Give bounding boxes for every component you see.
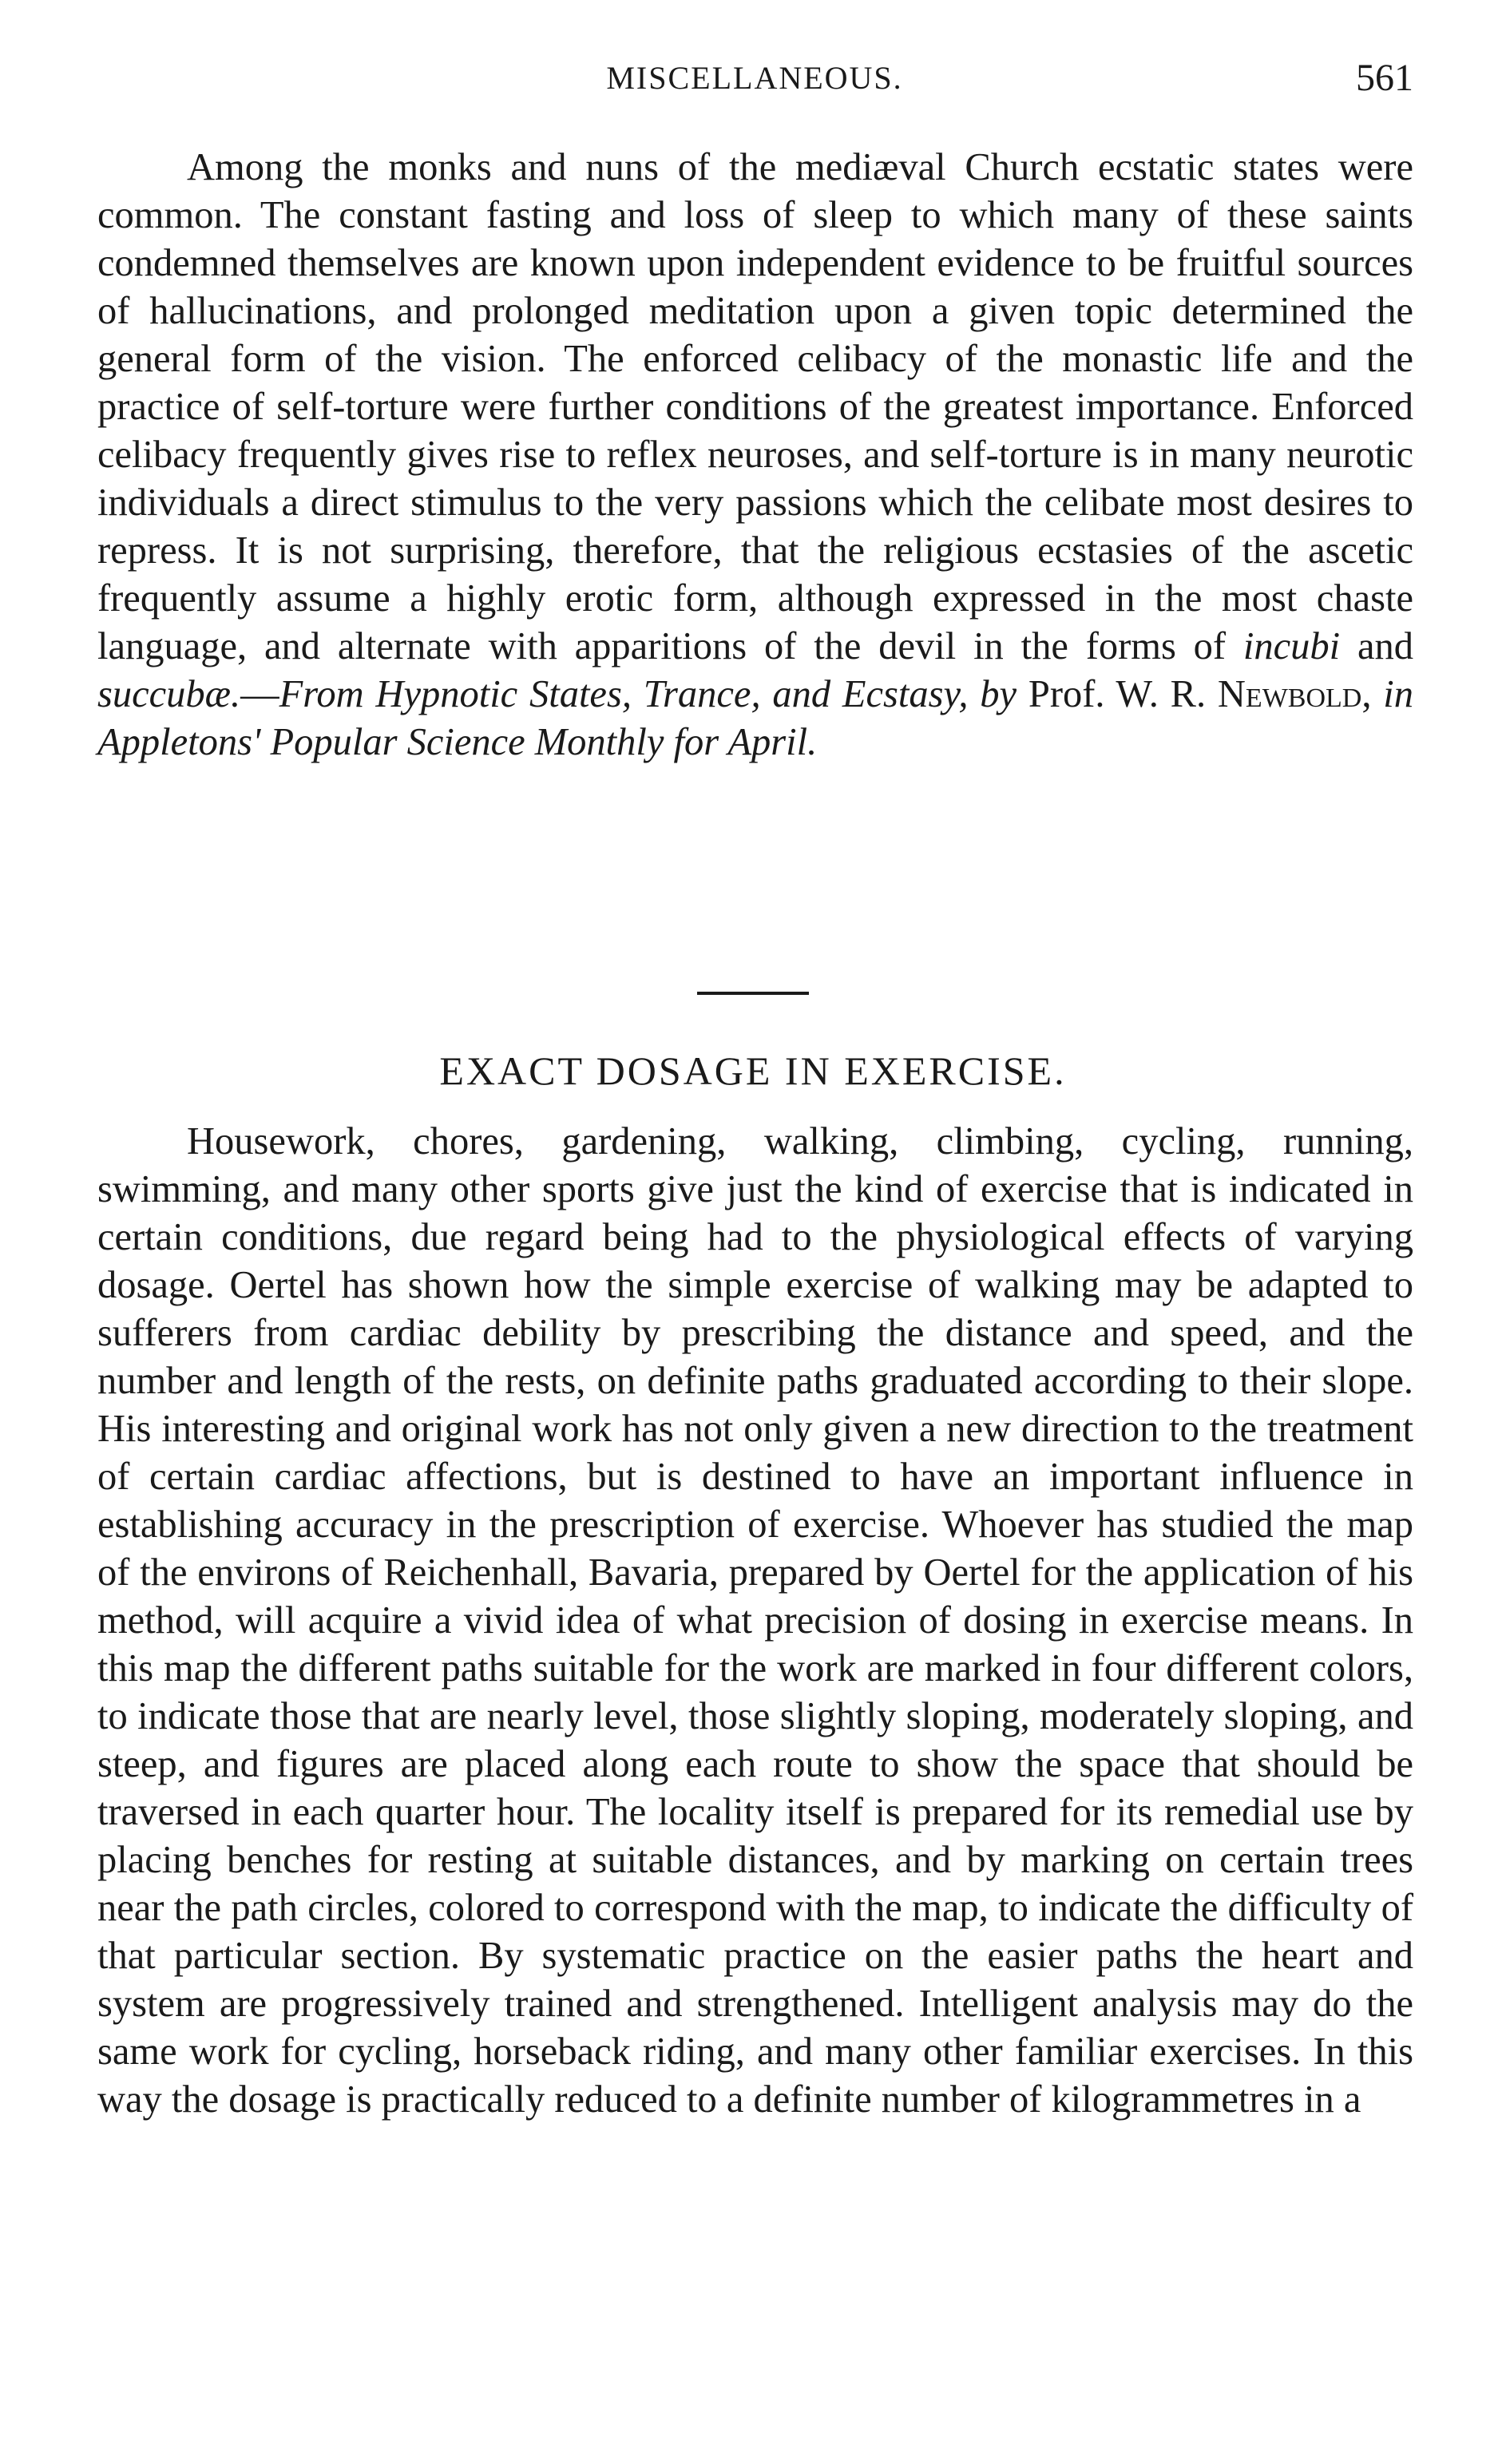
citation-author-surname: Newbold xyxy=(1217,673,1362,715)
section-divider xyxy=(697,992,809,995)
running-head xyxy=(96,56,1413,104)
citation-source: in Appletons' Popular Science Monthly for April. xyxy=(97,673,1413,763)
citation-title: From Hypnotic States, Trance, and Ecstasy, by xyxy=(279,673,1017,715)
paragraph-body: Among the monks and nuns of the mediæval Church ecstatic states were common. The constant fasting and loss of sleep to which many of these saints condemned themselves are known upon independent evidence to be fruitful sources of hallucinations, and prolonged meditation upon a given topic determined the general form of the vision. The enforced celibacy of the monastic life and the practice of self-torture were further conditions of the greatest importance. Enforced celibacy frequently gives rise to reflex neuroses, and self-torture is in many neurotic individuals a direct stimulus to the very passions which the celibate most desires to repress. It is not surprising, therefore, that the religious ecstasies of the ascetic frequently assume a highly erotic form, although expressed in the most chaste language, and alternate with apparitions of the devil in the forms of xyxy=(97,146,1413,667)
term-incubi: incubi xyxy=(1242,625,1341,667)
page-number: 561 xyxy=(1356,57,1413,99)
article-paragraph-monks xyxy=(97,144,1413,767)
term-succubae: succubæ. xyxy=(97,673,241,715)
citation-author-prefix: Prof. W. R. xyxy=(1017,673,1218,715)
article-paragraph-dosage: Housework, chores, gardening, walking, climbing, cycling, running, swimming, and many other sports give just the kind of exercise that is indicated in certain conditions, due regard being had to the physiological effects of varying dosage. Oertel has shown how the simple exercise of walking may be adapted to sufferers from cardiac debility by prescribing the distance and speed, and the number and length of the rests, on definite paths graduated according to their slope. His interesting and original work has not only given a new direction to the treatment of certain cardiac affections, but is destined to have an important influence in establishing accuracy in the prescription of exercise. Whoever has studied the map of the environs of Reichenhall, Bavaria, prepared by Oertel for the application of his method, will acquire a vivid idea of what precision of dosing in exercise means. In this map the different paths suitable for the work are marked in four different colors, to indicate those that are nearly level, those slightly sloping, moderately sloping, and steep, and figures are placed along each route to show the space that should be traversed in each quarter hour. The locality itself is prepared for its remedial use by placing benches for resting at suitable distances, and by marking on certain trees near the path circles, colored to correspond with the map, to indicate the difficulty of that particular section. By systematic practice on the easier paths the heart and system are progressively trained and strengthened. Intelligent analysis may do the same work for cycling, horseback riding, and many other familiar exercises. In this way the dosage is practically reduced to a definite number of kilogrammetres in a xyxy=(97,1120,1413,2121)
conjunction: and xyxy=(1340,625,1413,667)
running-title: MISCELLANEOUS. xyxy=(606,60,903,96)
em-dash: — xyxy=(240,673,279,715)
section-heading: EXACT DOSAGE IN EXERCISE. xyxy=(439,1048,1067,1093)
citation-comma: , xyxy=(1361,673,1372,715)
